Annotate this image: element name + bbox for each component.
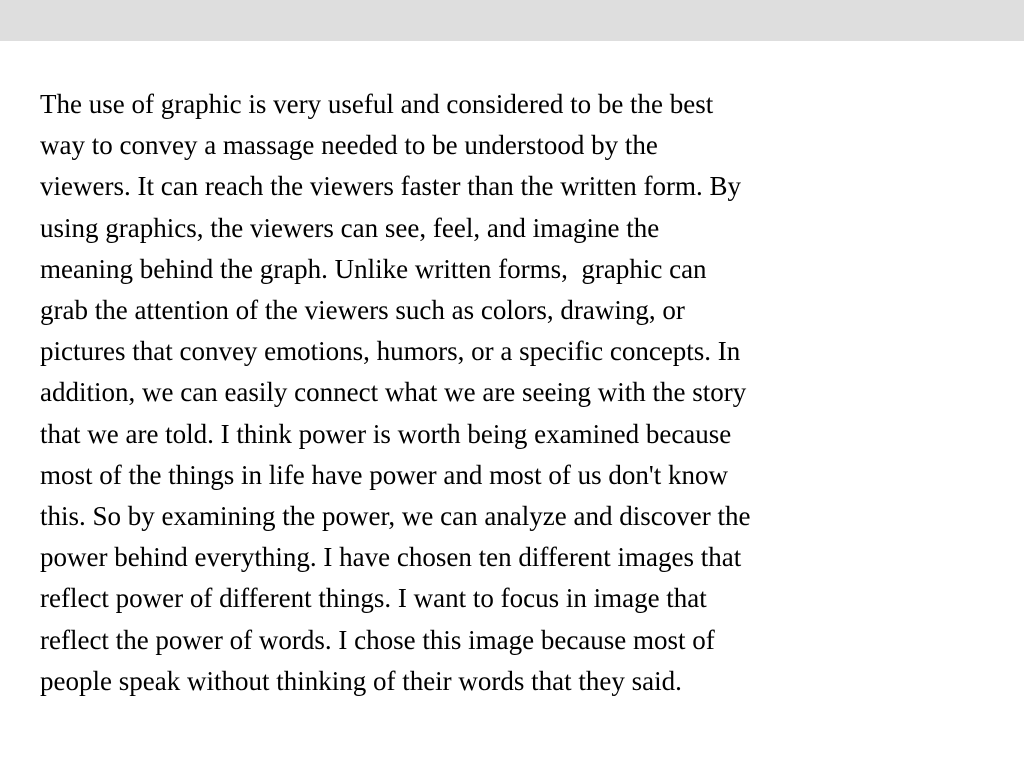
body-line: reflect power of different things. I want to focus in image that: [40, 583, 707, 614]
body-line: reflect the power of words. I chose this image because most of: [40, 624, 715, 655]
body-line: most of the things in life have power and most of us don't know: [40, 459, 729, 490]
body-line: power behind everything. I have chosen ten different images that: [40, 542, 742, 573]
body-line: meaning behind the graph. Unlike written forms, graphic can: [40, 253, 707, 284]
top-bar: [0, 0, 1024, 41]
body-line: this. So by examining the power, we can analyze and discover the: [40, 501, 751, 532]
body-line: way to convey a massage needed to be understood by the: [40, 130, 658, 161]
body-line: that we are told. I think power is worth being examined because: [40, 418, 732, 449]
body-line: people speak without thinking of their words that they said.: [40, 665, 682, 696]
body-line: addition, we can easily connect what we are seeing with the story: [40, 377, 747, 408]
body-line: grab the attention of the viewers such as colors, drawing, or: [40, 295, 685, 326]
slide-body-text: [40, 84, 960, 702]
body-line: using graphics, the viewers can see, feel, and imagine the: [40, 212, 660, 243]
body-line: viewers. It can reach the viewers faster than the written form. By: [40, 171, 741, 202]
body-line: The use of graphic is very useful and considered to be the best: [40, 89, 714, 119]
body-line: pictures that convey emotions, humors, or a specific concepts. In: [40, 336, 741, 367]
